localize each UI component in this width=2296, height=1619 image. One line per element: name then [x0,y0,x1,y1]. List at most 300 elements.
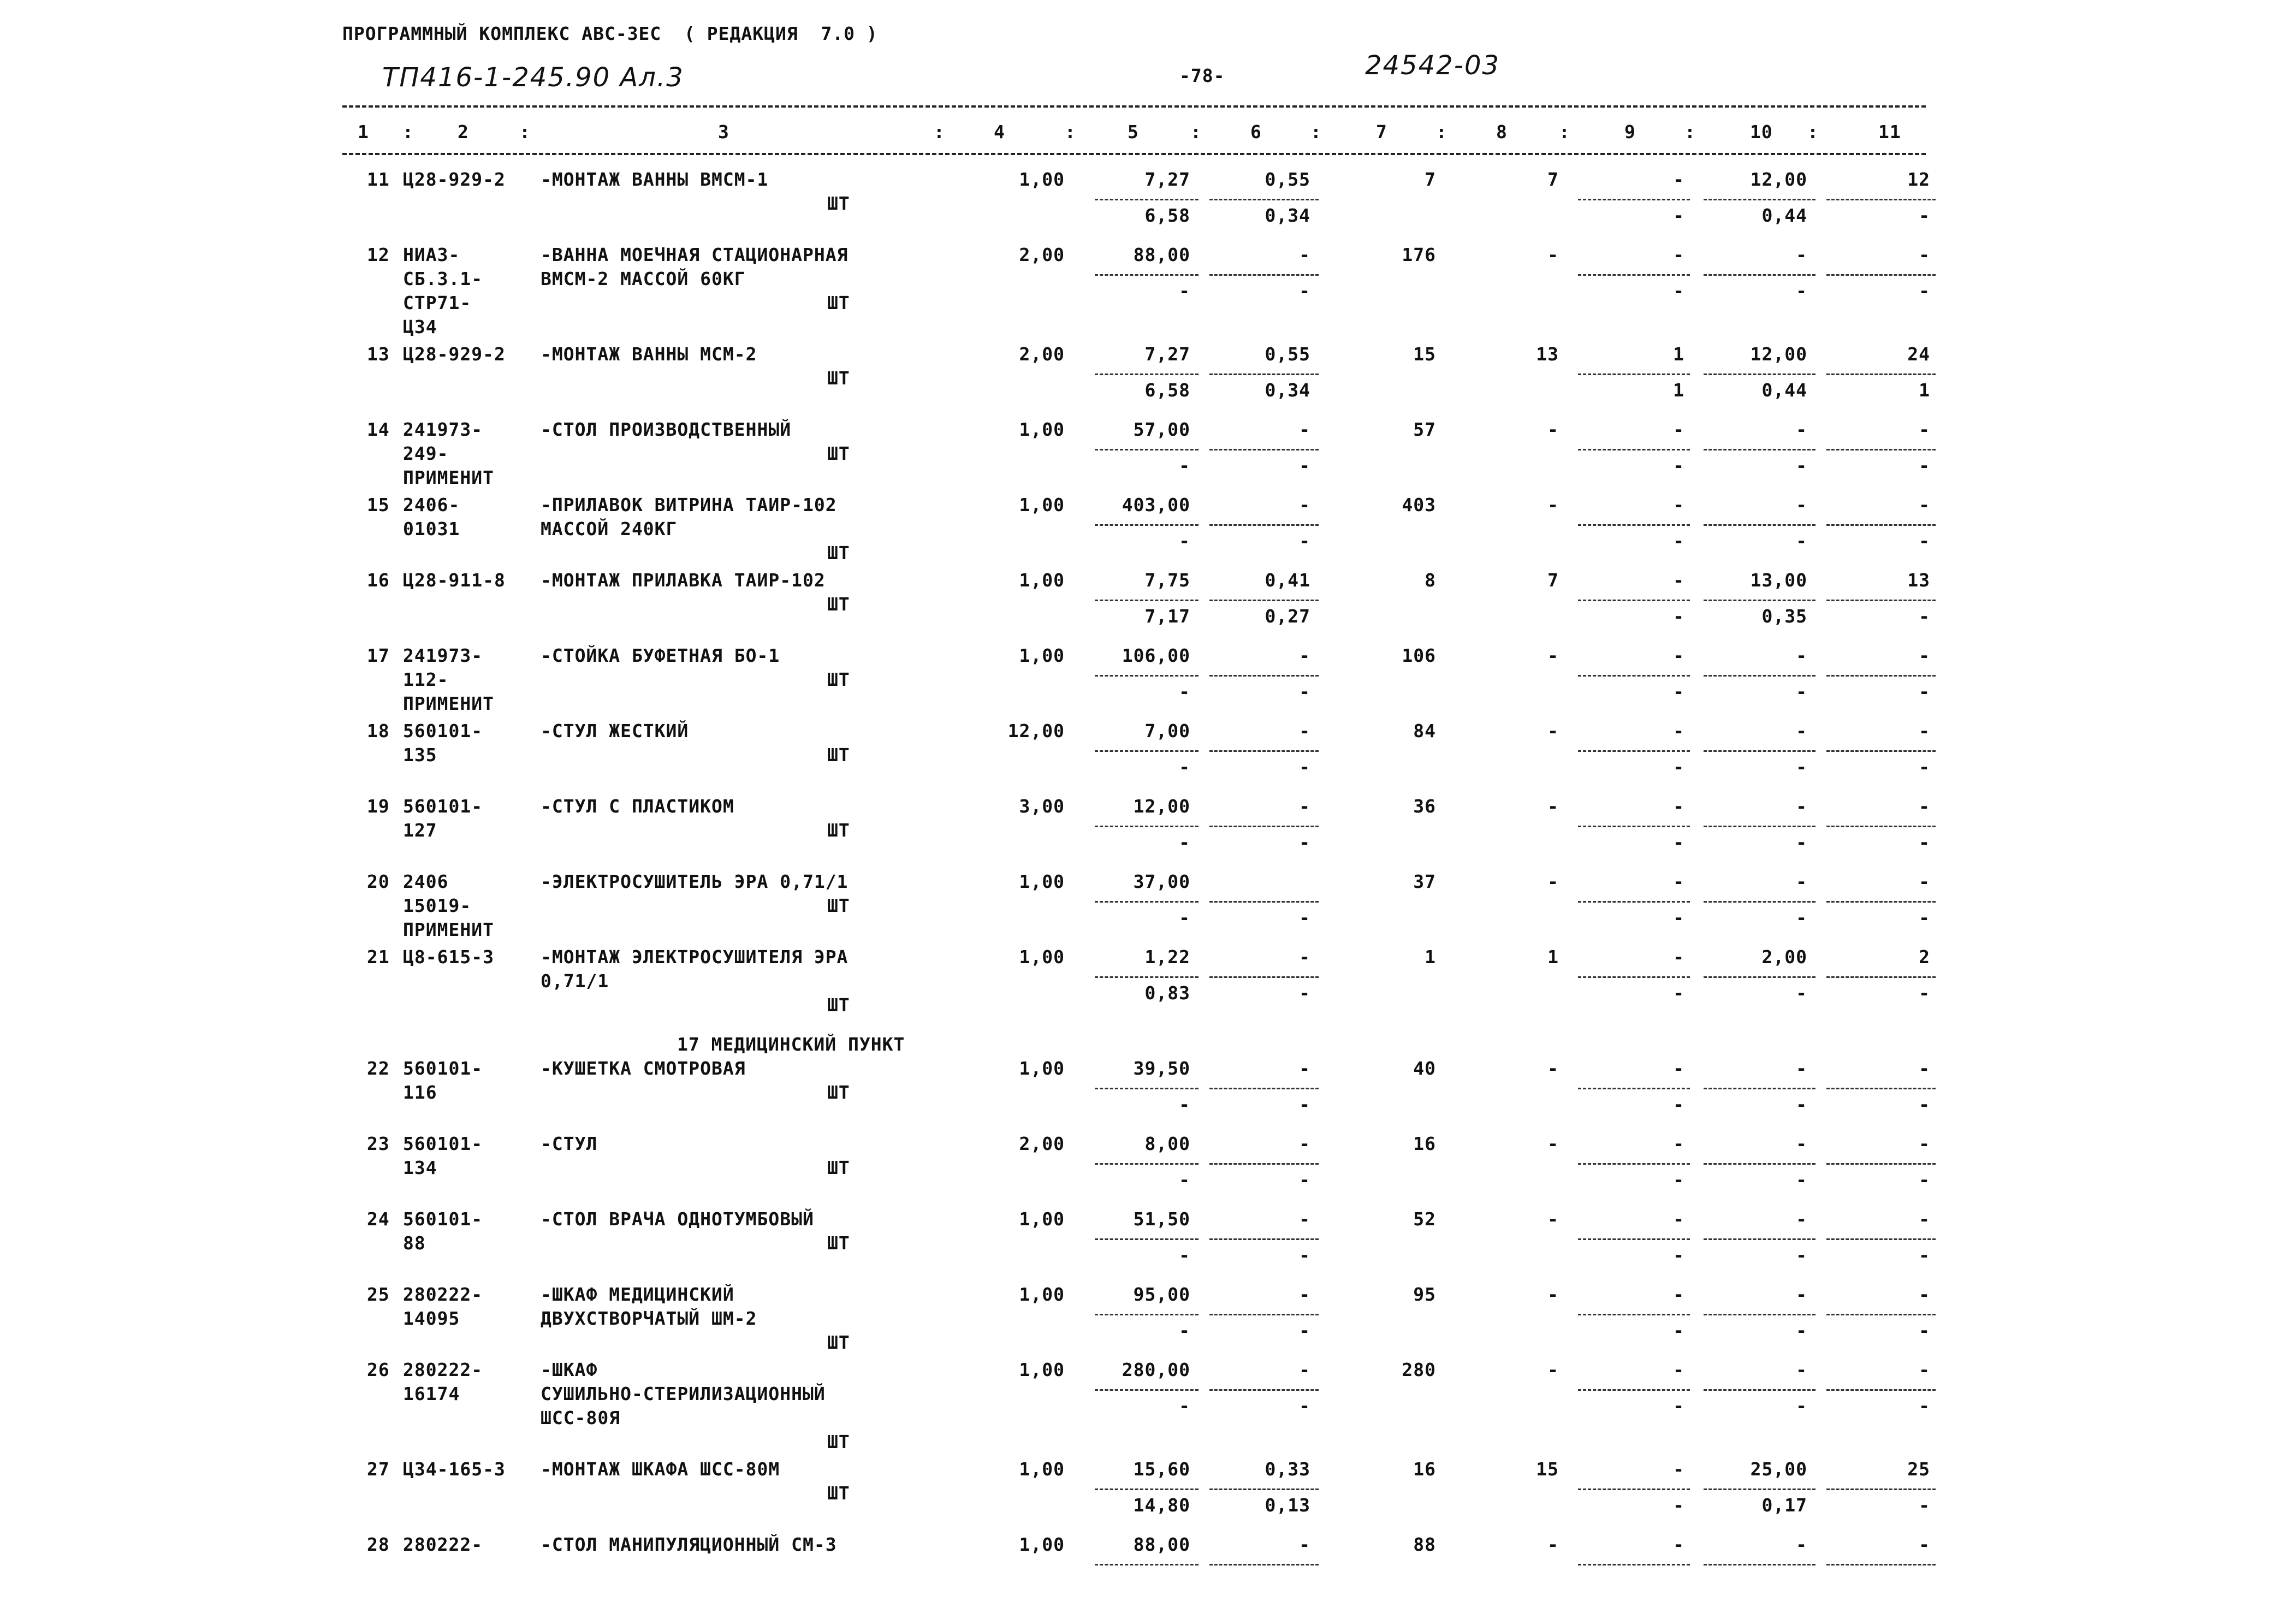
value-c5: 403,00 [1122,494,1190,515]
item-name: ВМСМ-2 МАССОЙ 60КГ [541,268,746,289]
cell-underline [1095,826,1199,827]
value-c9: - [1673,1284,1684,1305]
cell-underline [1095,274,1199,276]
value-c8: - [1547,1208,1559,1230]
resource-code: 135 [403,744,437,766]
secondary-b9: - [1673,1169,1684,1190]
value-c9: - [1673,1359,1684,1380]
secondary-b5: - [1179,681,1190,702]
column-separator: : [1190,121,1202,143]
value-c9: - [1673,1458,1684,1480]
value-c10: - [1796,1284,1807,1305]
secondary-b10: - [1796,756,1807,778]
section-heading: 17 МЕДИЦИНСКИЙ ПУНКТ [677,1034,905,1055]
secondary-b9: - [1673,606,1684,627]
secondary-b10: - [1796,455,1807,476]
cell-underline [1209,199,1319,200]
unit-label: ШТ [827,1082,850,1103]
value-c10: - [1796,645,1807,666]
value-c9: - [1673,1058,1684,1079]
item-name: -ЭЛЕКТРОСУШИТЕЛЬ ЭРА 0,71/1 [541,871,849,892]
cell-underline [1826,199,1936,200]
value-c11: - [1919,796,1930,817]
cell-underline [1578,1163,1690,1165]
value-c5: 7,27 [1144,169,1190,190]
secondary-b6: - [1299,756,1310,778]
value-c7: 15 [1413,343,1436,365]
row-number: 28 [367,1534,390,1555]
resource-code: 280222- [403,1359,483,1380]
value-c8: - [1547,1284,1559,1305]
secondary-b9: 1 [1673,379,1684,401]
unit-label: ШТ [827,193,850,214]
secondary-b9: - [1673,1094,1684,1115]
row-number: 27 [367,1458,390,1480]
value-c5: 1,22 [1144,946,1190,968]
cell-underline [1095,976,1199,978]
secondary-b11: - [1919,530,1930,551]
secondary-b9: - [1673,907,1684,928]
unit-label: ШТ [827,1232,850,1254]
value-c8: - [1547,494,1559,515]
secondary-b11: - [1919,832,1930,853]
secondary-b6: - [1299,907,1310,928]
value-c11: 24 [1907,343,1930,365]
unit-label: ШТ [827,1482,850,1504]
row-number: 12 [367,244,390,265]
value-c6: - [1299,419,1310,440]
cell-underline [1209,1088,1319,1089]
value-c5: 51,50 [1133,1208,1190,1230]
secondary-b5: 7,17 [1144,606,1190,627]
value-c11: - [1919,1359,1930,1380]
secondary-b9: - [1673,455,1684,476]
value-c10: - [1796,1534,1807,1555]
unit-label: ШТ [827,542,850,564]
cell-underline [1095,1163,1199,1165]
cell-underline [1826,826,1936,827]
cell-underline [1095,449,1199,450]
secondary-b6: - [1299,455,1310,476]
resource-code: СБ.3.1- [403,268,483,289]
cell-underline [1209,449,1319,450]
value-c9: - [1673,720,1684,742]
value-c7: 403 [1402,494,1436,515]
value-c10: - [1796,1133,1807,1154]
value-c7: 40 [1413,1058,1436,1079]
item-name: -МОНТАЖ ПРИЛАВКА ТАИР-102 [541,570,826,591]
secondary-b10: - [1796,530,1807,551]
value-c8: - [1547,1359,1559,1380]
resource-code: 2406- [403,494,460,515]
value-c7: 1 [1425,946,1436,968]
quantity-value: 1,00 [1019,946,1065,968]
item-name: -СТУЛ [541,1133,598,1154]
secondary-b11: - [1919,455,1930,476]
cell-underline [1826,1163,1936,1165]
value-c6: - [1299,720,1310,742]
resource-code: Ц8-615-3 [403,946,494,968]
value-c6: 0,55 [1265,169,1310,190]
value-c5: 7,27 [1144,343,1190,365]
resource-code: 14095 [403,1308,460,1329]
value-c6: 0,33 [1265,1458,1310,1480]
value-c6: - [1299,244,1310,265]
item-name: -СТОЛ ПРОИЗВОДСТВЕННЫЙ [541,419,792,440]
value-c6: 0,41 [1265,570,1310,591]
row-number: 18 [367,720,390,742]
cell-underline [1704,1389,1816,1391]
quantity-value: 1,00 [1019,1534,1065,1555]
cell-underline [1209,1163,1319,1165]
cell-underline [1704,976,1816,978]
secondary-b10: 0,44 [1761,205,1807,226]
cell-underline [1826,449,1936,450]
value-c10: - [1796,720,1807,742]
cell-underline [1826,901,1936,903]
resource-code: 280222- [403,1534,483,1555]
secondary-b6: 0,13 [1265,1495,1310,1516]
value-c9: - [1673,645,1684,666]
value-c10: - [1796,1359,1807,1380]
value-c5: 15,60 [1133,1458,1190,1480]
unit-label: ШТ [827,1431,850,1452]
secondary-b10: - [1796,1320,1807,1341]
value-c5: 88,00 [1133,1534,1190,1555]
cell-underline [1578,675,1690,677]
secondary-b9: - [1673,1320,1684,1341]
secondary-b6: - [1299,681,1310,702]
column-header-9: 9 [1624,121,1636,143]
secondary-b9: - [1673,982,1684,1004]
resource-code: ПРИМЕНИТ [403,693,494,714]
secondary-b5: - [1179,280,1190,301]
program-header: ПРОГРАММНЫЙ КОМПЛЕКС АВС-3ЕС ( РЕДАКЦИЯ 7.0 ) [342,23,878,44]
quantity-value: 1,00 [1019,570,1065,591]
resource-code: СТР71- [403,292,472,313]
cell-underline [1095,750,1199,752]
value-c7: 106 [1402,645,1436,666]
column-header-4: 4 [994,121,1005,143]
value-c5: 280,00 [1122,1359,1190,1380]
secondary-b9: - [1673,756,1684,778]
cell-underline [1704,199,1816,200]
resource-code: 560101- [403,1208,483,1230]
cell-underline [1704,1163,1816,1165]
value-c6: - [1299,1133,1310,1154]
cell-underline [1704,901,1816,903]
value-c11: - [1919,494,1930,515]
value-c5: 37,00 [1133,871,1190,892]
secondary-b9: - [1673,1244,1684,1266]
cell-underline [1826,750,1936,752]
cell-underline [1209,750,1319,752]
row-number: 20 [367,871,390,892]
value-c10: - [1796,796,1807,817]
cell-underline [1095,600,1199,601]
value-c11: - [1919,1208,1930,1230]
column-header-8: 8 [1496,121,1508,143]
value-c7: 7 [1425,169,1436,190]
document-number: 24542-03 [1365,50,1500,81]
value-c10: 2,00 [1761,946,1807,968]
value-c11: - [1919,244,1930,265]
cell-underline [1704,1238,1816,1240]
resource-code: 127 [403,820,437,841]
quantity-value: 1,00 [1019,871,1065,892]
secondary-b6: 0,34 [1265,205,1310,226]
value-c8: - [1547,419,1559,440]
value-c11: - [1919,1133,1930,1154]
cell-underline [1209,274,1319,276]
value-c6: - [1299,1208,1310,1230]
value-c6: - [1299,1359,1310,1380]
item-name: 0,71/1 [541,970,609,992]
secondary-b5: 0,83 [1144,982,1190,1004]
cell-underline [1578,1238,1690,1240]
value-c11: - [1919,645,1930,666]
value-c8: - [1547,1534,1559,1555]
unit-label: ШТ [827,594,850,615]
secondary-b5: - [1179,1169,1190,1190]
unit-label: ШТ [827,744,850,766]
value-c8: - [1547,1133,1559,1154]
value-c7: 57 [1413,419,1436,440]
value-c7: 16 [1413,1458,1436,1480]
resource-code: Ц34-165-3 [403,1458,506,1480]
value-c9: - [1673,946,1684,968]
cell-underline [1095,1314,1199,1315]
cell-underline [1826,274,1936,276]
cell-underline [1578,976,1690,978]
secondary-b10: - [1796,681,1807,702]
resource-code: 2406 [403,871,449,892]
value-c8: 7 [1547,169,1559,190]
quantity-value: 1,00 [1019,1359,1065,1380]
secondary-b10: - [1796,1169,1807,1190]
secondary-b6: 0,34 [1265,379,1310,401]
resource-code: 249- [403,443,449,464]
item-name: -СТУЛ ЖЕСТКИЙ [541,720,689,742]
value-c9: - [1673,244,1684,265]
value-c8: 1 [1547,946,1559,968]
resource-code: 116 [403,1082,437,1103]
cell-underline [1704,274,1816,276]
cell-underline [1578,901,1690,903]
secondary-b9: - [1673,280,1684,301]
resource-code: 134 [403,1157,437,1178]
row-number: 22 [367,1058,390,1079]
value-c10: - [1796,244,1807,265]
resource-code: 15019- [403,895,472,916]
resource-code: Ц28-911-8 [403,570,506,591]
column-header-2: 2 [458,121,469,143]
column-header-10: 10 [1750,121,1773,143]
item-name: -ШКАФ [541,1359,598,1380]
unit-label: ШТ [827,1157,850,1178]
value-c10: 25,00 [1750,1458,1807,1480]
secondary-b5: - [1179,1094,1190,1115]
column-separator: : [1310,121,1322,143]
value-c5: 57,00 [1133,419,1190,440]
row-number: 15 [367,494,390,515]
cell-underline [1704,1314,1816,1315]
secondary-b10: - [1796,1094,1807,1115]
item-name: -МОНТАЖ ВАННЫ МСМ-2 [541,343,757,365]
cell-underline [1578,600,1690,601]
cell-underline [1209,1389,1319,1391]
value-c6: - [1299,645,1310,666]
quantity-value: 1,00 [1019,645,1065,666]
secondary-b5: - [1179,1395,1190,1416]
secondary-b11: - [1919,280,1930,301]
secondary-b5: - [1179,907,1190,928]
secondary-b5: - [1179,756,1190,778]
value-c11: - [1919,1534,1930,1555]
value-c8: 7 [1547,570,1559,591]
unit-label: ШТ [827,820,850,841]
cell-underline [1578,1389,1690,1391]
value-c9: - [1673,570,1684,591]
value-c6: - [1299,494,1310,515]
value-c6: - [1299,946,1310,968]
row-number: 14 [367,419,390,440]
column-header-3: 3 [718,121,729,143]
value-c11: - [1919,871,1930,892]
unit-label: ШТ [827,895,850,916]
secondary-b11: - [1919,1244,1930,1266]
secondary-b6: - [1299,1244,1310,1266]
column-separator: : [1065,121,1076,143]
secondary-b9: - [1673,1395,1684,1416]
value-c6: 0,55 [1265,343,1310,365]
secondary-b6: 0,27 [1265,606,1310,627]
unit-label: ШТ [827,994,850,1016]
value-c8: - [1547,720,1559,742]
column-separator: : [934,121,945,143]
value-c11: 12 [1907,169,1930,190]
value-c10: - [1796,1208,1807,1230]
value-c7: 16 [1413,1133,1436,1154]
value-c5: 39,50 [1133,1058,1190,1079]
secondary-b11: - [1919,982,1930,1004]
value-c5: 7,00 [1144,720,1190,742]
value-c9: - [1673,1208,1684,1230]
cell-underline [1578,449,1690,450]
column-header-7: 7 [1376,121,1387,143]
column-header-11: 11 [1878,121,1901,143]
item-name: -МОНТАЖ ЭЛЕКТРОСУШИТЕЛЯ ЭРА [541,946,849,968]
cell-underline [1704,1564,1816,1565]
cell-underline [1209,675,1319,677]
column-separator: : [1559,121,1570,143]
value-c5: 95,00 [1133,1284,1190,1305]
value-c11: - [1919,1284,1930,1305]
cell-underline [1826,1389,1936,1391]
value-c10: - [1796,871,1807,892]
cell-underline [1209,524,1319,526]
column-separator: : [519,121,531,143]
unit-label: ШТ [827,292,850,313]
secondary-b5: - [1179,530,1190,551]
cell-underline [1578,1564,1690,1565]
unit-label: ШТ [827,443,850,464]
secondary-b11: - [1919,1094,1930,1115]
secondary-b6: - [1299,832,1310,853]
cell-underline [1578,1488,1690,1490]
cell-underline [1209,1488,1319,1490]
resource-code: 560101- [403,1058,483,1079]
quantity-value: 2,00 [1019,1133,1065,1154]
secondary-b11: - [1919,205,1930,226]
resource-code: Ц34 [403,316,437,337]
header-rule-top [342,105,1926,108]
value-c10: 12,00 [1750,169,1807,190]
value-c9: - [1673,419,1684,440]
cell-underline [1209,1314,1319,1315]
value-c9: - [1673,494,1684,515]
secondary-b10: - [1796,832,1807,853]
value-c8: 13 [1536,343,1559,365]
secondary-b11: 1 [1919,379,1930,401]
cell-underline [1826,524,1936,526]
quantity-value: 1,00 [1019,494,1065,515]
secondary-b11: - [1919,1320,1930,1341]
quantity-value: 1,00 [1019,419,1065,440]
header-rule-bottom [342,153,1926,155]
cell-underline [1578,524,1690,526]
resource-code: 560101- [403,720,483,742]
column-separator: : [1807,121,1819,143]
cell-underline [1095,675,1199,677]
value-c10: - [1796,419,1807,440]
value-c8: - [1547,1058,1559,1079]
secondary-b10: - [1796,280,1807,301]
value-c7: 95 [1413,1284,1436,1305]
cell-underline [1095,199,1199,200]
secondary-b5: - [1179,455,1190,476]
item-name: -СТОЛ ВРАЧА ОДНОТУМБОВЫЙ [541,1208,814,1230]
resource-code: 241973- [403,645,483,666]
secondary-b5: - [1179,1320,1190,1341]
unit-label: ШТ [827,1332,850,1353]
cell-underline [1704,373,1816,375]
column-header-6: 6 [1250,121,1262,143]
resource-code: 16174 [403,1383,460,1404]
secondary-b6: - [1299,1169,1310,1190]
secondary-b11: - [1919,1169,1930,1190]
secondary-b5: 6,58 [1144,379,1190,401]
value-c10: 12,00 [1750,343,1807,365]
value-c5: 106,00 [1122,645,1190,666]
value-c6: - [1299,1284,1310,1305]
cell-underline [1209,976,1319,978]
cell-underline [1826,1488,1936,1490]
cell-underline [1095,1389,1199,1391]
cell-underline [1209,901,1319,903]
cell-underline [1095,373,1199,375]
row-number: 17 [367,645,390,666]
cell-underline [1095,1088,1199,1089]
value-c5: 8,00 [1144,1133,1190,1154]
resource-code: НИАЗ- [403,244,460,265]
cell-underline [1826,373,1936,375]
value-c8: 15 [1536,1458,1559,1480]
value-c8: - [1547,645,1559,666]
row-number: 26 [367,1359,390,1380]
item-name: ДВУХСТВОРЧАТЫЙ ШМ-2 [541,1308,757,1329]
secondary-b10: - [1796,1395,1807,1416]
